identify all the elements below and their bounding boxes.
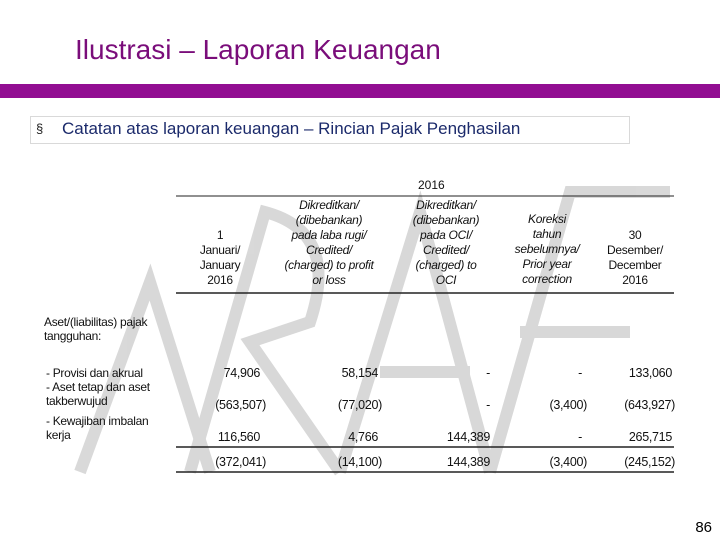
table-cell: 133,060	[628, 366, 672, 380]
table-total-cell: (3,400)	[549, 455, 587, 469]
table-cell: -	[486, 398, 490, 412]
row-label-aset-tetap: - Aset tetap dan aset takberwujud	[46, 380, 150, 408]
table-cell: 58,154	[341, 366, 378, 380]
table-cell: 4,766	[348, 430, 378, 444]
tax-note-table	[40, 172, 674, 478]
title-underline-bar	[0, 84, 720, 98]
col-header-jan: 1 Januari/ January 2016	[199, 228, 241, 287]
col-header-correction: Koreksi tahun sebelumnya/ Prior year correction	[514, 212, 580, 286]
table-cell: 265,715	[628, 430, 672, 444]
table-cell: (563,507)	[215, 398, 266, 412]
row-label-provisi: - Provisi dan akrual	[46, 366, 143, 380]
table-cell: 116,560	[217, 430, 260, 444]
table-cell: -	[578, 430, 582, 444]
col-header-profit-loss: Dikreditkan/ (dibebankan) pada laba rugi/ Credited/ (charged) to profit or loss	[284, 198, 374, 287]
year-header: 2016	[418, 178, 445, 192]
bullet-marker: §	[36, 121, 44, 136]
bullet-text: Catatan atas laporan keuangan – Rincian Pajak Penghasilan	[62, 119, 521, 138]
col-header-oci: Dikreditkan/ (dibebankan) pada OCI/ Credited/ (charged) to OCI	[412, 198, 480, 287]
table-total-cell: (372,041)	[215, 455, 266, 469]
col-header-dec: 30 Desember/ December 2016	[607, 228, 663, 287]
section-label: Aset/(liabilitas) pajak tangguhan:	[44, 315, 148, 343]
table-cell: (3,400)	[549, 398, 587, 412]
page-number: 86	[695, 519, 712, 536]
table-cell: -	[486, 366, 490, 380]
table-total-cell: (14,100)	[337, 455, 382, 469]
table-cell: (77,020)	[337, 398, 382, 412]
table-cell: 144,389	[446, 430, 490, 444]
slide-title: Ilustrasi – Laporan Keuangan	[75, 34, 441, 65]
row-label-imbalan: - Kewajiban imbalan kerja	[46, 414, 149, 442]
table-cell: 74,906	[223, 366, 260, 380]
table-cell: (643,927)	[624, 398, 675, 412]
table-cell: -	[578, 366, 582, 380]
table-total-cell: 144,389	[446, 455, 490, 469]
table-total-cell: (245,152)	[624, 455, 675, 469]
